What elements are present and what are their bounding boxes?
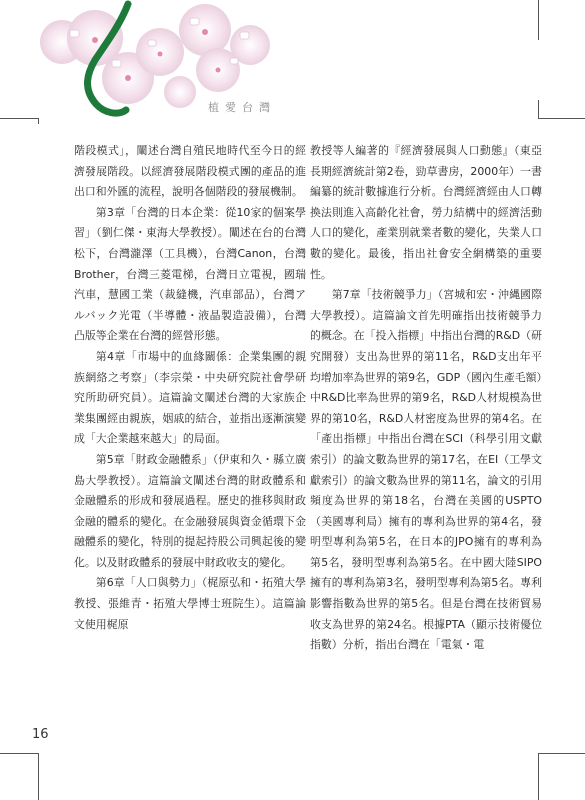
crop-mark <box>38 753 39 800</box>
blossom-icon <box>40 4 270 108</box>
text-column-right <box>310 141 542 656</box>
paragraph: 階段模式」，闡述台灣自殖民地時代至今日的經濟發展階段。以經濟發展階段模式團的產品的進出口和外匯的流程，說明各個階段的發展機制。 <box>74 144 306 199</box>
paragraph: 第7章「技術競爭力」（宮城和宏・沖縄國際大學教授）。這篇論文首先明確指出技術競爭力的概念。在「投入指標」中指出台灣的R&D（研究開發）支出為世界的第11名，R&D支出年平均增加率為世界的第9名，GDP（國內生產毛額）中R&D比率為世界的第9名，R&D人材規模為世界的第10名，R&D人材密度為世界的第4名。在「產出指標」中指出台灣在SCI（科學引用文獻索引）的論文數為世界的第17名，在EI（工學文獻索引）的論文數為世界的第11名，論文的引用頻度為世界的第18名，台灣在美國的USPTO（美國專利局）擁有的專利為世界的第4名，發明型專利為第5名，在日本的JPO擁有的專利為第5名，發明型專利為第5名。在中國大陸SIPO擁有的專利為第3名，發明型專利為第5名。專利影響指數為世界的第5名。但是台灣在技術貿易收支為世界的第24名。根據PTA（顯示技術優位指數）分析，指出台灣在「電氣・電 <box>310 288 542 652</box>
paragraph: 第4章「市場中的血緣關係：企業集團的親族網絡之考察」（李宗榮・中央研究院社會學研究所助研究員）。這篇論文闡述台灣的大家族企業集團經由親族，姻戚的結合，並指出逐漸演變成「大企業越來越大」的局面。 <box>74 349 306 446</box>
crop-mark <box>0 753 38 754</box>
crop-mark <box>538 753 539 800</box>
paragraph: 第3章「台灣的日本企業：從10家的個案學習」（劉仁傑・東海大學教授）。闡述在台的台灣松下，台灣瀧澤（工具機），台灣Canon，台灣Brother，台灣三菱電梯，台灣日立電視，國瑞汽車，慧國工業（裁縫機，汽車部品），台灣アルバック光電（半導體・液晶製造設備），台灣凸版等企業在台灣的經營形態。 <box>74 205 306 343</box>
header-banner <box>0 0 585 130</box>
paragraph: 教授等人編著的『經濟發展與人口動態』（東亞長期經濟統計第2卷，勁草書房，2000年）一書編纂的統計數據進行分析。台灣經濟經由人口轉換法則進入高齡化社會，勞力結構中的經濟活動人口的變化，產業別就業者數的變化，失業人口數的變化。最後，指出社會安全網構築的重要性。 <box>310 144 542 281</box>
cherry-blossom-illustration <box>0 0 585 130</box>
page-number: 16 <box>32 727 49 742</box>
page-title: 植愛台灣 <box>208 101 276 114</box>
text-column-left <box>74 141 306 635</box>
crop-mark <box>538 753 585 754</box>
paragraph: 第5章「財政金融體系」（伊東和久・縣立廣島大學教授）。這篇論文闡述台灣的財政體系和金融體系的形成和發展過程。歷史的推移與財政金融的體系的變化。在金融發展與資金循環下金融體系的變化，特別的提起持股公司興起後的變化。以及財政體系的發展中財政收支的變化。 <box>74 452 306 569</box>
paragraph: 第6章「人口與勢力」（梶原弘和・拓殖大學教授、張維青・拓殖大學博士班院生）。這篇論文使用梶原 <box>74 576 306 631</box>
